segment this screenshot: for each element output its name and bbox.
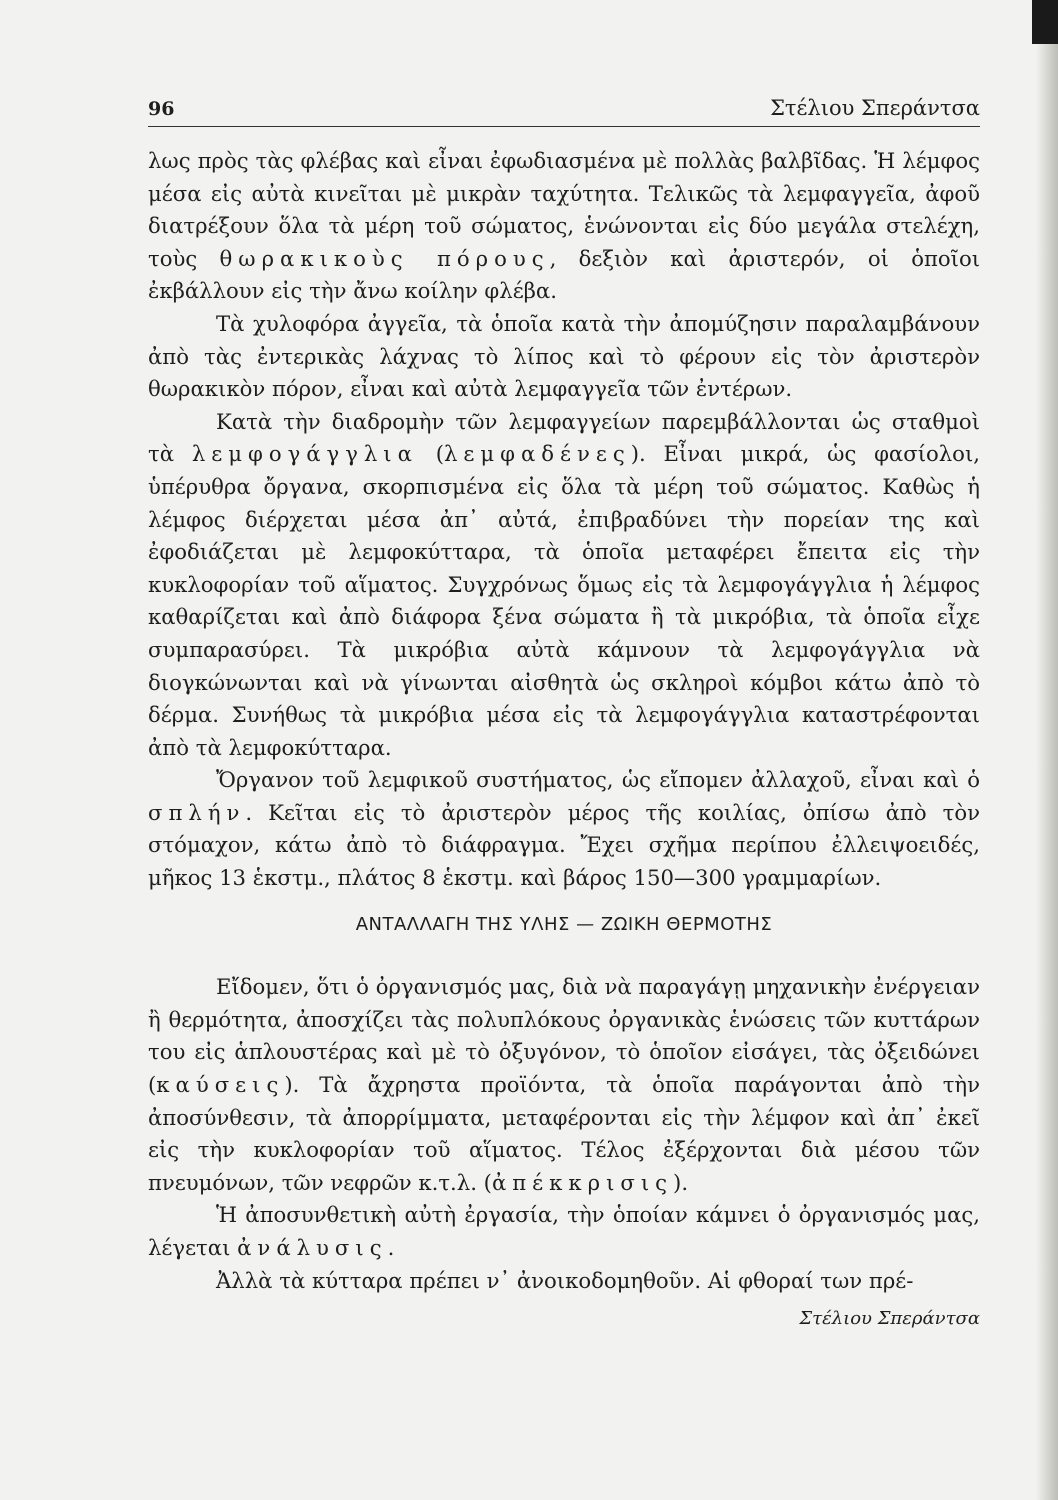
text-run: ). bbox=[673, 1169, 689, 1195]
text-run: . bbox=[387, 1235, 395, 1260]
spaced-term: θωρακικοὺς πόρους bbox=[219, 245, 550, 271]
page-header bbox=[148, 96, 980, 127]
spaced-term: σπλήν bbox=[148, 799, 246, 825]
text-run: . Κεῖται εἰς τὸ ἀριστερὸν μέρος τῆς κοιλίας, ὀπίσω ἀπὸ τὸν στόμαχον, κάτω ἀπὸ τὸ διάφραγμα. Ἔχει σχῆμα περίπου ἐλλειψοειδές, μῆκος 13 ἑκστμ., πλάτος 8 ἑκστμ. καὶ βάρος 150—300 γραμμαρίων. bbox=[148, 799, 980, 891]
paragraph-lymph-vessels bbox=[148, 145, 980, 308]
text-run: ). Εἶναι μικρά, ὡς φασίολοι, ὑπέρυθρα ὄργανα, σκορπισμένα εἰς ὅλα τὰ μέρη τοῦ σώματος. Καθὼς ἡ λέμφος διέρχεται μέσα ἀπ᾿ αὐτά, ἐπιβραδύνει τὴν πορείαν της καὶ ἐφοδιάζεται μὲ λεμφοκύτταρα, τὰ ὁποῖα μεταφέρει ἔπειτα εἰς τὴν κυκλοφορίαν τοῦ αἵματος. Συγχρόνως ὅμως εἰς τὰ λεμφογάγγλια ἡ λέμφος καθαρίζεται καὶ ἀπὸ διάφορα ξένα σώματα ἢ τὰ μικρόβια, τὰ ὁποῖα εἶχε συμπαρασύρει. Τὰ μικρόβια αὐτὰ κάμνουν τὰ λεμφογάγγλια νὰ διογκώνωνται καὶ νὰ γίνωνται αἰσθητὰ ὡς σκληροὶ κόμβοι κάτω ἀπὸ τὸ δέρμα. Συνήθως τὰ μικρόβια μέσα εἰς τὰ λεμφογάγγλια καταστρέφονται ἀπὸ τὰ λεμφοκύτταρα. bbox=[148, 441, 980, 760]
section-title: ΑΝΤΑΛΛΑΓΗ ΤΗΣ ΥΛΗΣ — ΖΩΙΚΗ ΘΕΡΜΟΤΗΣ bbox=[355, 913, 773, 935]
spaced-term: ἀνάλυσις bbox=[237, 1235, 388, 1260]
page-number: 96 bbox=[148, 98, 175, 120]
text-run: λως πρὸς τὰς φλέβας καὶ εἶναι ἐφωδιασμένα μὲ πολλὰς βαλβῖδας. Ἡ λέμφος μέσα εἰς αὐτὰ κινεῖται μὲ μικρὰν ταχύτητα. Τελικῶς τὰ λεμφαγγεῖα, ἀφοῦ διατρέξουν ὅλα τὰ μέρη τοῦ σώματος, ἑνώνονται εἰς δύο μεγάλα στελέχη, τοὺς bbox=[148, 148, 980, 271]
spaced-term: λεμφογάγγλια bbox=[191, 441, 418, 467]
spaced-term: ἀπέκκρισις bbox=[491, 1169, 674, 1195]
text-run: ). Τὰ ἄχρηστα προϊόντα, τὰ ὁποῖα παράγονται ἀπὸ τὴν ἀποσύνθεσιν, τὰ ἀπορρίμματα, μεταφέρονται εἰς τὴν λέμφον καὶ ἀπ᾿ ἐκεῖ εἰς τὴν κυκλοφορίαν τοῦ αἵματος. Τέλος ἐξέρχονται διὰ μέσου τῶν πνευμόνων, τῶν νεφρῶν κ.τ.λ. ( bbox=[148, 1072, 980, 1195]
book-page bbox=[148, 96, 980, 1336]
running-title: Στέλιου Σπεράντσα bbox=[770, 96, 980, 120]
page-edge-shadow bbox=[1036, 0, 1058, 1500]
paragraph-rebuild: Ἀλλὰ τὰ κύτταρα πρέπει ν᾿ ἀνοικοδομηθοῦν. Αἱ φθοραί των πρέ- bbox=[216, 1267, 914, 1293]
body-text bbox=[148, 145, 980, 1336]
spaced-term: καύσεις bbox=[156, 1072, 285, 1098]
text-run: Κατὰ τὴν διαδρομὴν τῶν λεμφαγγείων παρεμβάλλονται ὡς σταθμοὶ τὰ bbox=[148, 408, 980, 467]
paragraph-analysis bbox=[148, 1199, 980, 1264]
footer-signature: Στέλιου Σπεράντσα bbox=[799, 1308, 980, 1330]
text-run: Ἡ ἀποσυνθετικὴ αὐτὴ ἐργασία, τὴν ὁποίαν κάμνει ὁ ὀργανισμός μας, λέγεται bbox=[148, 1202, 980, 1260]
paragraph-metabolism bbox=[148, 971, 980, 1199]
text-run: Ὄργανον τοῦ λεμφικοῦ συστήματος, ὡς εἴπομεν ἀλλαχοῦ, εἶναι καὶ ὁ bbox=[216, 767, 980, 793]
text-run: , δεξιὸν καὶ ἀριστερόν, οἱ ὁποῖοι ἐκβάλλουν εἰς τὴν ἄνω κοίλην φλέβα. bbox=[148, 245, 981, 304]
spaced-term: λεμφαδένες bbox=[443, 441, 631, 467]
paragraph-spleen bbox=[148, 764, 980, 894]
text-run: Εἴδομεν, ὅτι ὁ ὀργανισμός μας, διὰ νὰ παραγάγῃ μηχανικὴν ἐνέργειαν ἢ θερμότητα, ἀποσχίζει τὰς πολυπλόκους ὀργανικὰς ἑνώσεις τῶν κυττάρων του εἰς ἁπλουστέρας καὶ μὲ τὸ ὀξυγόνον, τὸ ὁποῖον εἰσάγει, τὰς ὀξειδώνει ( bbox=[148, 974, 980, 1098]
scan-corner-mark bbox=[1032, 0, 1058, 44]
paragraph-chyle-vessels: Τὰ χυλοφόρα ἀγγεῖα, τὰ ὁποῖα κατὰ τὴν ἀπομύζησιν παραλαμβάνουν ἀπὸ τὰς ἐντερικὰς λάχνας τὸ λίπος καὶ τὸ φέρουν εἰς τὸν ἀριστερὸν θωρακικὸν πόρον, εἶναι καὶ αὐτὰ λεμφαγγεῖα τῶν ἐντέρων. bbox=[148, 310, 980, 402]
paragraph-lymph-nodes: Κατὰ τὴν διαδρομὴν τῶν λεμφαγγείων παρεμβάλλονται ὡς σταθμοὶ τὰ λεμφογάγγλια (λεμφαδένες). Εἶναι μικρά, ὡς φασίολοι, ὑπέρυθρα ὄργανα, σκορπισμένα εἰς ὅλα τὰ μέρη τοῦ σώματος. Καθὼς ἡ λέμφος διέρχεται μέσα ἀπ᾿ αὐτά, ἐπιβραδύνει τὴν πορείαν της καὶ ἐφοδιάζεται μὲ λεμφοκύτταρα, τὰ ὁποῖα μεταφέρει ἔπειτα εἰς τὴν κυκλοφορίαν τοῦ αἵματος. Συγχρόνως ὅμως εἰς τὰ λεμφογάγγλια ἡ λέμφος καθαρίζεται καὶ ἀπὸ διάφορα ξένα σώματα ἢ τὰ μικρόβια, τὰ ὁποῖα εἶχε συμπαρασύρει. Τὰ μικρόβια αὐτὰ κάμνουν τὰ λεμφογάγγλια νὰ διογκώνωνται καὶ νὰ γίνωνται αἰσθητὰ ὡς σκληροὶ κόμβοι κάτω ἀπὸ τὸ δέρμα. Συνήθως τὰ μικρόβια μέσα εἰς τὰ λεμφογάγγλια καταστρέφονται ἀπὸ τὰ λεμφοκύτταρα. bbox=[148, 408, 980, 760]
